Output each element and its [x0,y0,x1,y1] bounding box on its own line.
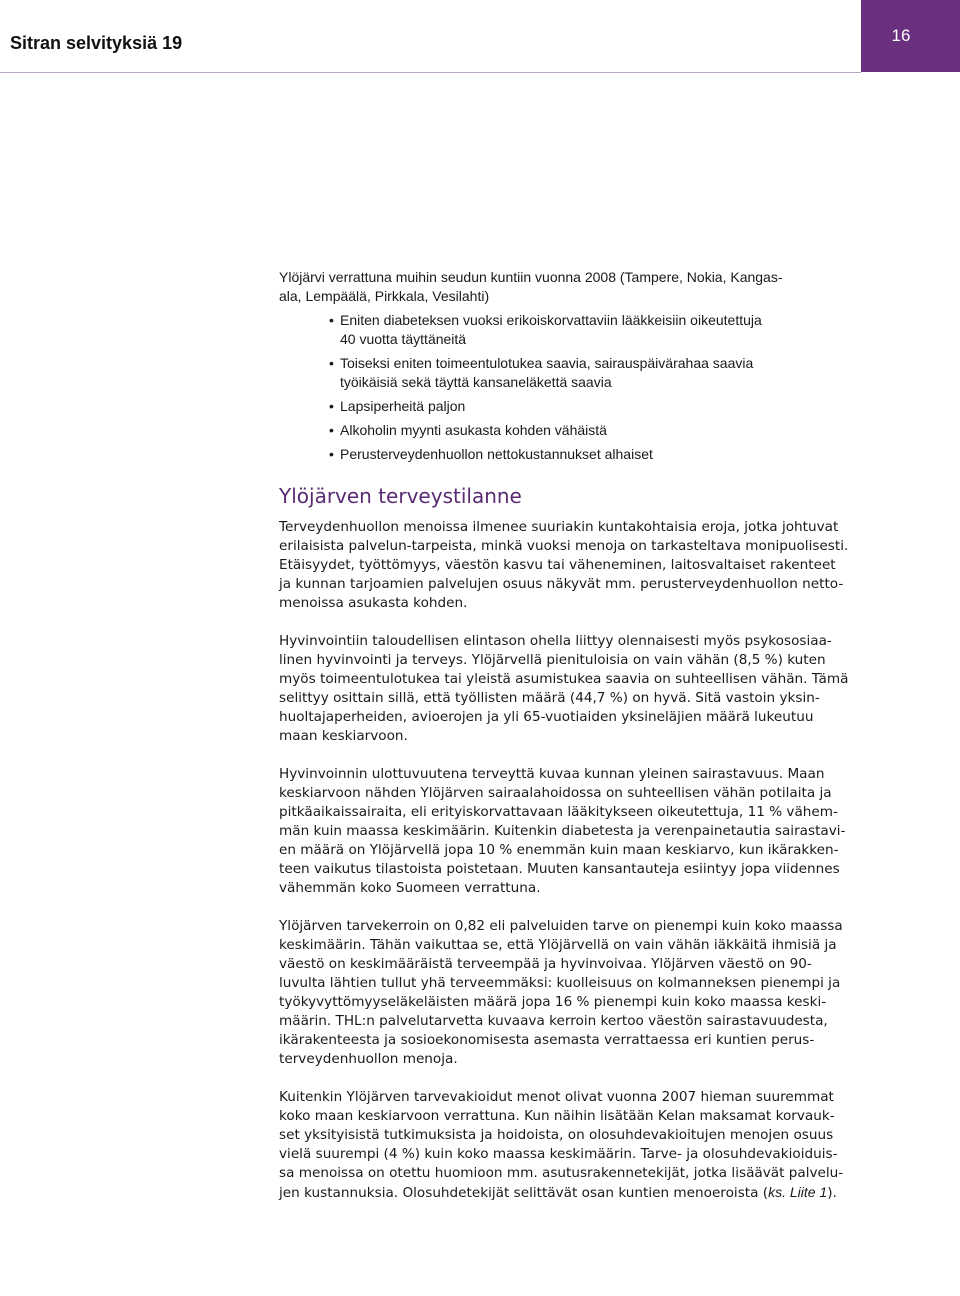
paragraph-text-end: ). [827,1185,837,1201]
running-title: Sitran selvityksiä 19 [10,33,183,53]
paragraph-text: Kuitenkin Ylöjärven tarvevakioidut menot olivat vuonna 2007 hieman suuremmat koko maan keskiarvoon verrattuna. Kun näihin lisätään Kelan maksamat korvauk- set yksityisistä tutkimuksista ja hoidoista, on olosuhdevakioitujen menojen osuus vielä suurempi (4 %) kuin koko maassa keskimäärin. Tarve- ja olosuhdevakioiduis- sa menoissa on otettu huomioon mm. asutusrakennetekijät, jotka lisäävät palvelu- jen kustannuksia. Olosuhdetekijät selittävät osan kuntien menoeroista ( [279,1089,844,1201]
body-paragraph-last [279,1088,864,1203]
intro-text: Ylöjärvi verrattuna muihin seudun kuntiin vuonna 2008 (Tampere, Nokia, Kangas- ala, Lempäälä, Pirkkala, Vesilahti) [279,269,783,304]
bullet-list [279,311,864,464]
bullet-text: Toiseksi eniten toimeentulotukea saavia, sairauspäivärahaa saavia työikäisiä sekä täyttä kansaneläkettä saavia [340,355,754,390]
bullet-text: Eniten diabeteksen vuoksi erikoiskorvattaviin lääkkeisiin oikeutettuja 40 vuotta täyttäneitä [340,312,762,347]
bullet-dot-icon: • [329,446,334,462]
appendix-reference: ks. Liite 1 [768,1184,828,1200]
bullet-item [329,445,864,464]
page-number-box [861,0,960,72]
bullet-text: Alkoholin myynti asukasta kohden vähäistä [340,422,607,438]
body-paragraph: Hyvinvointiin taloudellisen elintason ohella liittyy olennaisesti myös psykososiaa- linen hyvinvointi ja terveys. Ylöjärvellä pienituloisia on vain vähän (8,5 %) kuten myös toimeentulotukea tai yleistä asumistukea saavia on suhteellisen vähän. Tämä selittyy osittain sillä, että työllisten määrä (44,7 %) on hyvä. Sitä vastoin yksin- huoltajaperheiden, avioerojen ja yli 65-vuotiaiden yksineläjien määrä lukeutuu maan keskiarvoon. [279,633,849,744]
bullet-item [329,311,864,349]
bullet-item [329,397,864,416]
bullet-dot-icon: • [329,398,334,414]
page-number: 16 [891,26,911,45]
bullet-dot-icon: • [329,312,334,328]
bullet-text: Lapsiperheitä paljon [340,398,466,414]
bullet-item [329,354,864,392]
bullet-dot-icon: • [329,355,334,371]
body-paragraph: Hyvinvoinnin ulottuvuutena terveyttä kuvaa kunnan yleinen sairastavuus. Maan keskiarvoon nähden Ylöjärven sairaalahoidossa on suhteellisen vähän potilaita ja pitkäaikaissairaita, eli erityiskorvattavaan lääkitykseen oikeutettuja, 11 % vähem- män kuin maassa keskimäärin. Kuitenkin diabetesta ja verenpainetautia sairastavi- en määrä on Ylöjärvellä jopa 10 % enemmän kuin maan keskiarvo, kun ikärakken- teen vaikutus tilastoista poistetaan. Muuten kansantauteja esiintyy jopa viidennes vähemmän koko Suomeen verrattuna. [279,766,846,896]
section-heading: Ylöjärven terveystilanne [279,484,522,508]
bullet-dot-icon: • [329,422,334,438]
bullet-text: Perusterveydenhuollon nettokustannukset alhaiset [340,446,653,462]
page-content [279,268,864,1222]
header-rule [0,72,861,73]
body-paragraph: Terveydenhuollon menoissa ilmenee suuriakin kuntakohtaisia eroja, jotka johtuvat erilaisista palvelun-tarpeista, minkä vuoksi menoja on tarkasteltava monipuolisesti. Etäisyydet, työttömyys, väestön kasvu tai väheneminen, laitosvaltaiset rakenteet ja kunnan tarjoamien palvelujen osuus näkyvät mm. perusterveydenhuollon netto- menoissa asukasta kohden. [279,519,849,611]
body-paragraph: Ylöjärven tarvekerroin on 0,82 eli palveluiden tarve on pienempi kuin koko maassa keskimäärin. Tähän vaikuttaa se, että Ylöjärvellä on vain vähän iäkkäitä ihmisiä ja väestö on keskimääräistä terveempää ja hyvinvoivaa. Ylöjärven väestö on 90- luvulta lähtien tullut yhä terveemmäksi: kuolleisuus on kolmanneksen pienempi ja työkyvyttömyyseläkeläisten määrä jopa 16 % pienempi kuin koko maassa keski- määrin. THL:n palvelutarvetta kuvaava kerroin kertoo väestön sairastavuudesta, ikärakenteesta ja sosioekonomisesta asemasta verrattaessa eri kuntien perus- terveydenhuollon menoja. [279,918,843,1067]
bullet-item [329,421,864,440]
